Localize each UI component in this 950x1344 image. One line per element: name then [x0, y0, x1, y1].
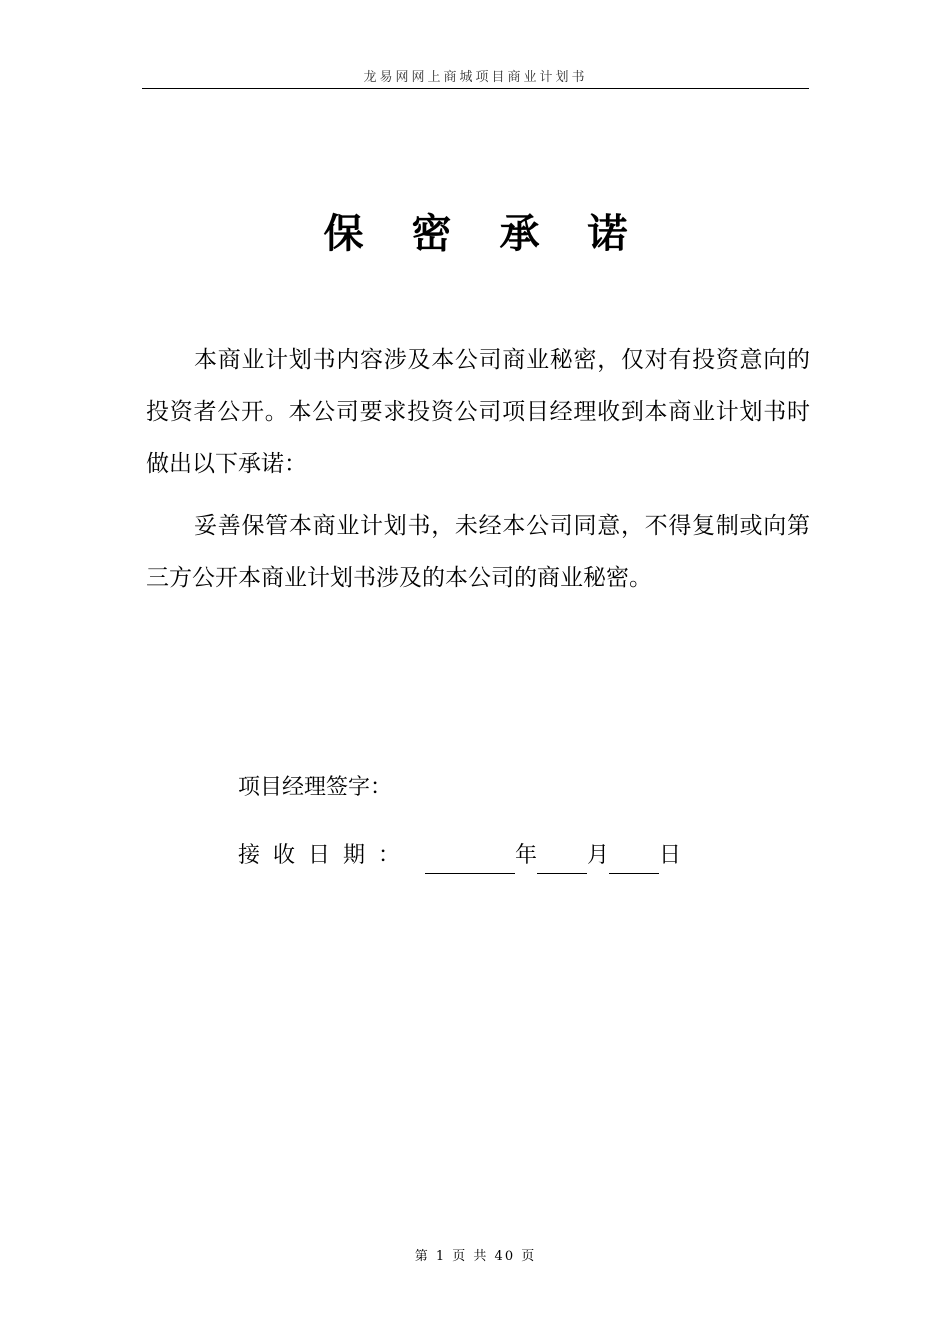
month-unit: 月 [587, 843, 610, 868]
year-blank[interactable] [425, 845, 515, 874]
header-divider [142, 88, 809, 89]
month-blank[interactable] [537, 845, 587, 874]
receive-date-label: 接收日期： [238, 843, 414, 868]
day-unit: 日 [659, 843, 682, 868]
year-unit: 年 [515, 843, 538, 868]
document-title: 保密承诺 [323, 211, 676, 257]
manager-signature-label: 项目经理签字： [238, 775, 393, 800]
running-header: 龙易网网上商城项目商业计划书 [363, 70, 588, 85]
day-blank[interactable] [609, 845, 659, 874]
signature-block [238, 770, 681, 874]
paragraph-1: 本商业计划书内容涉及本公司商业秘密，仅对有投资意向的投资者公开。本公司要求投资公司项目经理收到本商业计划书时做出以下承诺： [146, 347, 810, 477]
paragraph-2: 妥善保管本商业计划书，未经本公司同意，不得复制或向第三方公开本商业计划书涉及的本公司的商业秘密。 [146, 513, 810, 591]
page-footer: 第 1 页 共 40 页 [414, 1249, 537, 1264]
receive-date-line [238, 838, 681, 874]
document-body [146, 334, 810, 614]
